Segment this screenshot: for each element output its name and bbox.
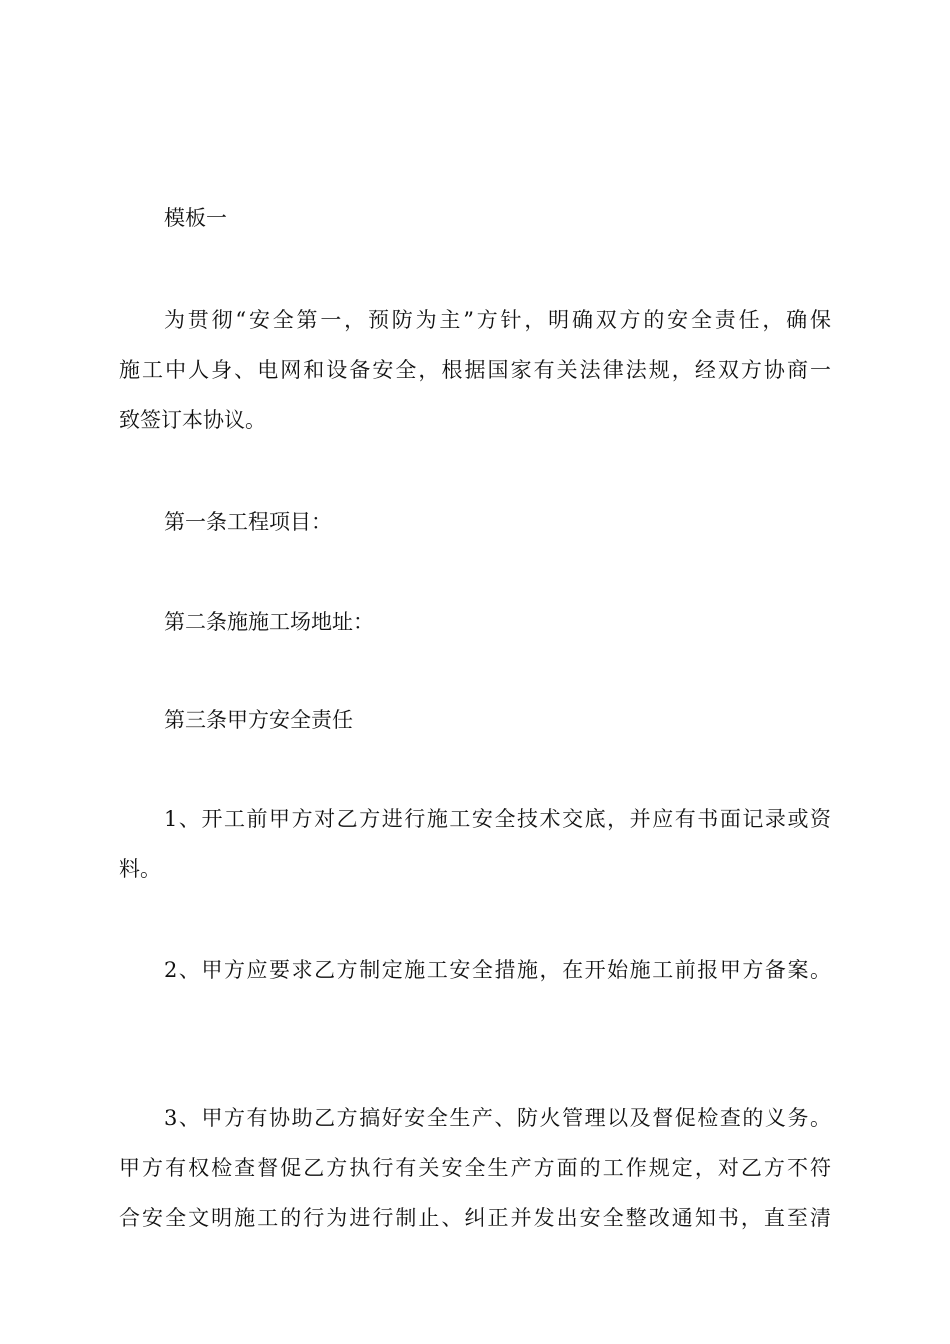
item-1-line-1: 1、开工前甲方对乙方进行施工安全技术交底，并应有书面记录或资 bbox=[164, 807, 831, 831]
item-3-line-3: 合安全文明施工的行为进行制止、纠正并发出安全整改通知书，直至清 bbox=[119, 1206, 831, 1230]
intro-line-2: 施工中人身、电网和设备安全，根据国家有关法律法规，经双方协商一 bbox=[119, 358, 831, 382]
intro-line-1: 为贯彻“安全第一，预防为主”方针，明确双方的安全责任，确保 bbox=[164, 308, 831, 332]
item-3-line-2: 甲方有权检查督促乙方执行有关安全生产方面的工作规定，对乙方不符 bbox=[119, 1156, 831, 1180]
article-2: 第二条施施工场地址： bbox=[164, 610, 374, 634]
item-2: 2、甲方应要求乙方制定施工安全措施，在开始施工前报甲方备案。 bbox=[164, 958, 831, 982]
item-1-line-2: 料。 bbox=[119, 857, 161, 881]
article-1: 第一条工程项目： bbox=[164, 510, 332, 534]
item-3-line-1: 3、甲方有协助乙方搞好安全生产、防火管理以及督促检查的义务。 bbox=[164, 1106, 831, 1130]
intro-line-3: 致签订本协议。 bbox=[119, 408, 266, 432]
article-3: 第三条甲方安全责任 bbox=[164, 708, 353, 732]
document-heading: 模板一 bbox=[164, 206, 227, 230]
